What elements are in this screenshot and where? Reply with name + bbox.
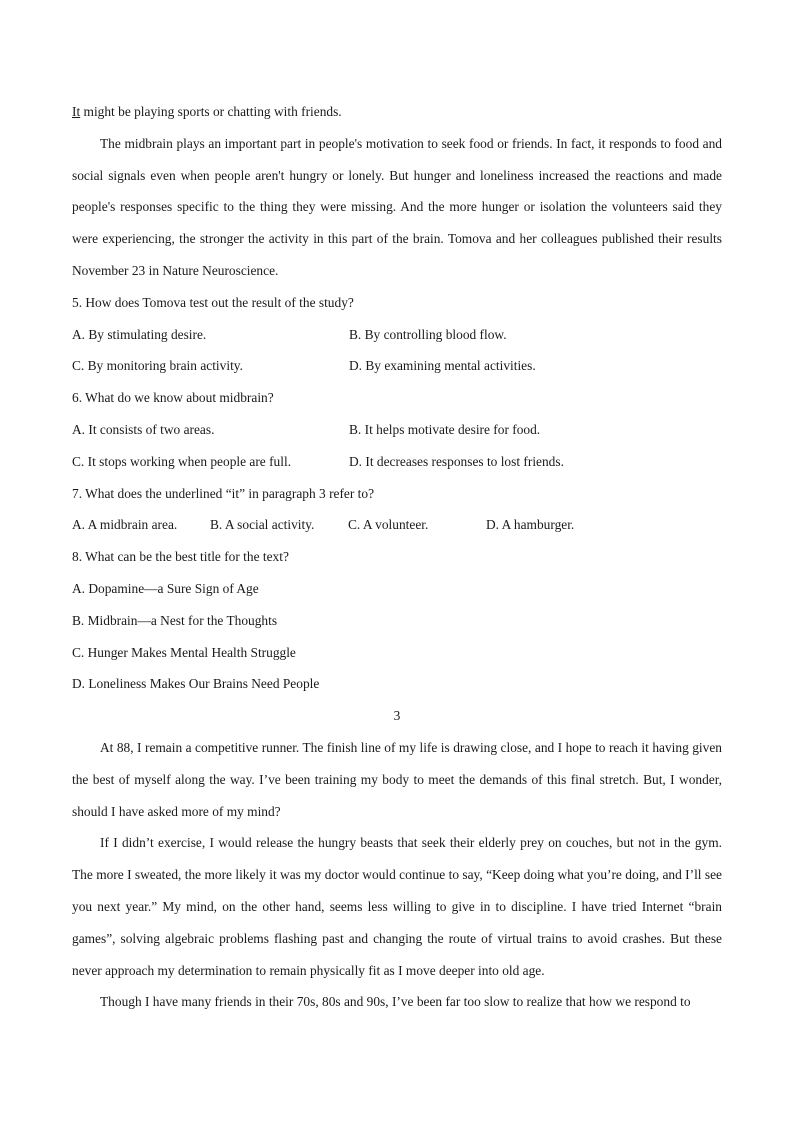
intro-line [72,96,722,128]
question-5-option-d: D. By examining mental activities. [349,358,536,374]
question-5-options-row-2 [72,350,722,382]
passage3-paragraph-3: Though I have many friends in their 70s, 80s and 90s, I’ve been far too slow to realize that how we respond to [100,994,691,1010]
underlined-it: It [72,104,81,119]
question-7-options-row [72,509,722,541]
question-7-option-b: B. A social activity. [210,517,315,533]
question-5-option-a: A. By stimulating desire. [72,326,207,342]
question-7-option-d: D. A hamburger. [486,517,575,533]
question-6-option-d: D. It decreases responses to lost friends. [349,453,564,469]
question-8-option-b: B. Midbrain—a Nest for the Thoughts [72,612,278,628]
passage2-paragraph: The midbrain plays an important part in people's motivation to seek food or friends. In fact, it responds to food and social signals even when people aren't hungry or lonely. But hunger and loneliness increased the reactions and made people's responses specific to the thing they were missing. And the more hunger or isolation the volunteers said they were experiencing, the stronger the activity in this part of the brain. Tomova and her colleagues published their results November 23 in Nature Neuroscience. [72,135,722,278]
question-5-option-b: B. By controlling blood flow. [349,326,507,342]
question-5-stem: 5. How does Tomova test out the result of the study? [72,294,354,310]
section-number: 3 [393,708,401,724]
document-page [72,96,722,1018]
question-7-stem: 7. What does the underlined “it” in paragraph 3 refer to? [72,485,375,501]
question-5-options-row-1 [72,319,722,351]
question-6-option-b: B. It helps motivate desire for food. [349,421,541,437]
question-8-option-c: C. Hunger Makes Mental Health Struggle [72,644,296,660]
intro-line-text: might be playing sports or chatting with friends. [80,104,342,119]
question-6-stem: 6. What do we know about midbrain? [72,390,274,406]
question-6-option-c: C. It stops working when people are full. [72,453,292,469]
question-8-option-d: D. Loneliness Makes Our Brains Need People [72,676,320,692]
question-6-option-a: A. It consists of two areas. [72,421,215,437]
question-6-options-row-1 [72,414,722,446]
question-7-option-a: A. A midbrain area. [72,517,178,533]
question-6-options-row-2 [72,446,722,478]
question-8-stem: 8. What can be the best title for the text? [72,549,289,565]
question-8-option-a: A. Dopamine—a Sure Sign of Age [72,580,259,596]
question-7-option-c: C. A volunteer. [348,517,429,533]
question-5-option-c: C. By monitoring brain activity. [72,358,243,374]
passage3-paragraph-2: If I didn’t exercise, I would release the hungry beasts that seek their elderly prey on couches, but not in the gym. The more I sweated, the more likely it was my doctor would continue to say, “Keep doing what you’re doing, and I’ll see you next year.” My mind, on the other hand, seems less willing to give in to discipline. I have tried Internet “brain games”, solving algebraic problems flashing past and changing the route of virtual trains to avoid crashes. But these never approach my determination to remain physically fit as I move deeper into old age. [72,835,722,978]
passage3-paragraph-1: At 88, I remain a competitive runner. The finish line of my life is drawing close, and I hope to reach it having given the best of myself along the way. I’ve been training my body to meet the demands of this final stretch. But, I wonder, should I have asked more of my mind? [72,739,722,819]
